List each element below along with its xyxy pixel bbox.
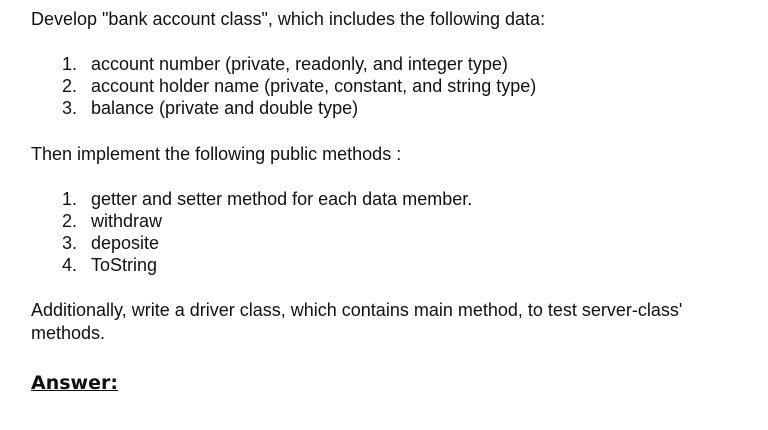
list-item-text: deposite bbox=[91, 233, 160, 253]
list-item-text: balance (private and double type) bbox=[91, 98, 359, 118]
driver-paragraph: Additionally, write a driver class, which contains main method, to test server-class' methods. bbox=[31, 300, 683, 343]
list-number: 3. bbox=[62, 98, 78, 118]
methods-intro-paragraph: Then implement the following public methods : bbox=[31, 144, 402, 164]
document bbox=[31, 8, 751, 395]
list-number: 2. bbox=[62, 211, 78, 231]
data-members-list bbox=[31, 53, 751, 119]
list-item-text: account number (private, readonly, and integer type) bbox=[91, 54, 508, 74]
list-number: 4. bbox=[62, 255, 78, 275]
answer-label: Answer: bbox=[31, 372, 118, 394]
list-item bbox=[31, 210, 751, 232]
list-item bbox=[31, 53, 751, 75]
list-item bbox=[31, 75, 751, 97]
list-item bbox=[31, 254, 751, 276]
list-item bbox=[31, 232, 751, 254]
list-number: 1. bbox=[62, 189, 78, 209]
list-item-text: getter and setter method for each data member. bbox=[91, 189, 473, 209]
list-item-text: account holder name (private, constant, and string type) bbox=[91, 76, 537, 96]
list-number: 2. bbox=[62, 76, 78, 96]
list-item-text: ToString bbox=[91, 255, 158, 275]
list-item-text: withdraw bbox=[91, 211, 163, 231]
list-number: 1. bbox=[62, 54, 78, 74]
intro-paragraph: Develop "bank account class", which includes the following data: bbox=[31, 9, 546, 29]
methods-list bbox=[31, 188, 751, 276]
list-number: 3. bbox=[62, 233, 78, 253]
list-item bbox=[31, 188, 751, 210]
list-item bbox=[31, 97, 751, 119]
